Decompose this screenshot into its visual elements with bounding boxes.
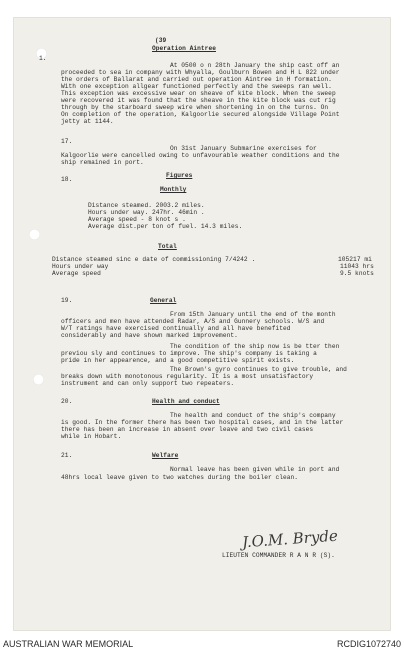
monthly-row-1: Distance steamed. 2003.2 miles. <box>88 202 205 209</box>
s1-line-8: On completion of the operation, Kalgoorlie secured alongside Village Point <box>61 111 340 118</box>
s19-line-8: The Brown's gyro continues to give trouble, and <box>170 366 347 373</box>
s1-line-2: proceeded to sea in company with Whyalla, Goulburn Bowen and H L 822 under <box>61 69 340 76</box>
s19-line-9: breaks down with monotonous regularity. It is a most unsatisfactory <box>61 373 314 380</box>
s17-line-3: ship remained in port. <box>61 159 144 166</box>
signature-typed-rank: LIEUTEN COMMANDER R A N R (S). <box>222 552 335 559</box>
section-number-17: 17. <box>61 138 73 145</box>
section-number-20: 20. <box>61 398 73 405</box>
total-row-3: Average speed <box>52 270 101 277</box>
footer-institution: AUSTRALIAN WAR MEMORIAL <box>3 639 134 649</box>
s1-line-1: At 0500 o n 28th January the ship cast off an <box>170 62 340 69</box>
footer-record-id: RCDIG1072740 <box>336 639 401 649</box>
monthly-row-4: Average dist.per ton of fuel. 14.3 miles. <box>88 223 243 230</box>
total-value-3: 9.5 knots <box>340 270 374 277</box>
handwritten-signature: J.O.M. Bryde <box>241 526 339 552</box>
s19-line-2: officers and men have attended Radar, A/S and Gunnery schools. W/S and <box>61 318 325 325</box>
s1-line-6: were recovered it was found that the sheave in the kite block was cut rig <box>61 97 336 104</box>
section-heading-general: General <box>150 297 177 304</box>
s19-line-3: W/T ratings have exercised continually and all have benefited <box>61 325 291 332</box>
section-number-18: 18. <box>61 176 73 183</box>
s19-line-5: The condition of the ship now is be tter then <box>170 343 340 350</box>
total-row-1: Distance steamed sinc e date of commissioning 7/4242 . <box>52 256 256 263</box>
punch-hole-middle <box>29 229 40 240</box>
s20-line-4: while in Hobart. <box>61 433 122 440</box>
s20-line-2: is good. In the former there has been two hospital cases, and in the latter <box>61 419 344 426</box>
s19-line-7: pride in her appearence, and a good competitive spirit exists. <box>61 357 295 364</box>
s20-line-1: The health and conduct of the ship's company <box>170 412 336 419</box>
section-heading-health-and-conduct: Health and conduct <box>152 398 220 405</box>
section-number-19: 19. <box>61 297 73 304</box>
total-row-2: Hours under way <box>52 263 109 270</box>
section-number-1: 1. <box>39 55 47 62</box>
s21-line-2: 48hrs local leave given to two watches during the boiler clean. <box>61 474 299 481</box>
s20-line-3: there has been an increase in absent over leave and two civil cases <box>61 426 314 433</box>
s17-line-1: On 31st January Submarine exercises for <box>170 145 317 152</box>
s17-line-2: Kalgoorlie were cancelled owing to unfavourable weather conditions and the <box>61 152 340 159</box>
s1-line-9: jetty at 1144. <box>61 118 114 125</box>
s1-line-3: the orders of Ballarat and carried out operation Aintree in H formation. <box>61 76 332 83</box>
subheading-total: Total <box>158 243 177 250</box>
s1-line-4: With one exception allgear functioned perfectly and the sweeps ran well. <box>61 83 332 90</box>
monthly-row-2: Hours under way. 247hr. 46min . <box>88 209 205 216</box>
s19-line-6: previou sly and continues to improve. The ship's company is taking a <box>61 350 317 357</box>
s19-line-4: considerably and have shown marked improvement. <box>61 332 238 339</box>
s19-line-1: From 15th January until the end of the month <box>170 311 336 318</box>
section-heading-operation-aintree: Operation Aintree <box>152 45 216 52</box>
section-heading-figures: Figures <box>166 172 193 179</box>
s21-line-1: Normal leave has been given while in port and <box>170 466 340 473</box>
monthly-row-3: Average speed - 8 knot s . <box>88 216 186 223</box>
s1-line-7: through by the starboard sweep wire when shortening in on the turns. On <box>61 104 329 111</box>
section-number-21: 21. <box>61 452 73 459</box>
total-value-1: 105217 mi <box>338 256 372 263</box>
subheading-monthly: Monthly <box>160 186 187 193</box>
section-heading-welfare: Welfare <box>152 452 179 459</box>
punch-hole-bottom <box>33 374 44 385</box>
s19-line-10: instrument and can only support two repeaters. <box>61 380 235 387</box>
total-value-2: 11043 hrs <box>340 263 374 270</box>
page-number: (39 <box>155 37 167 44</box>
s1-line-5: This exception was excessive wear on sheave of kite block. When the sweep <box>61 90 336 97</box>
